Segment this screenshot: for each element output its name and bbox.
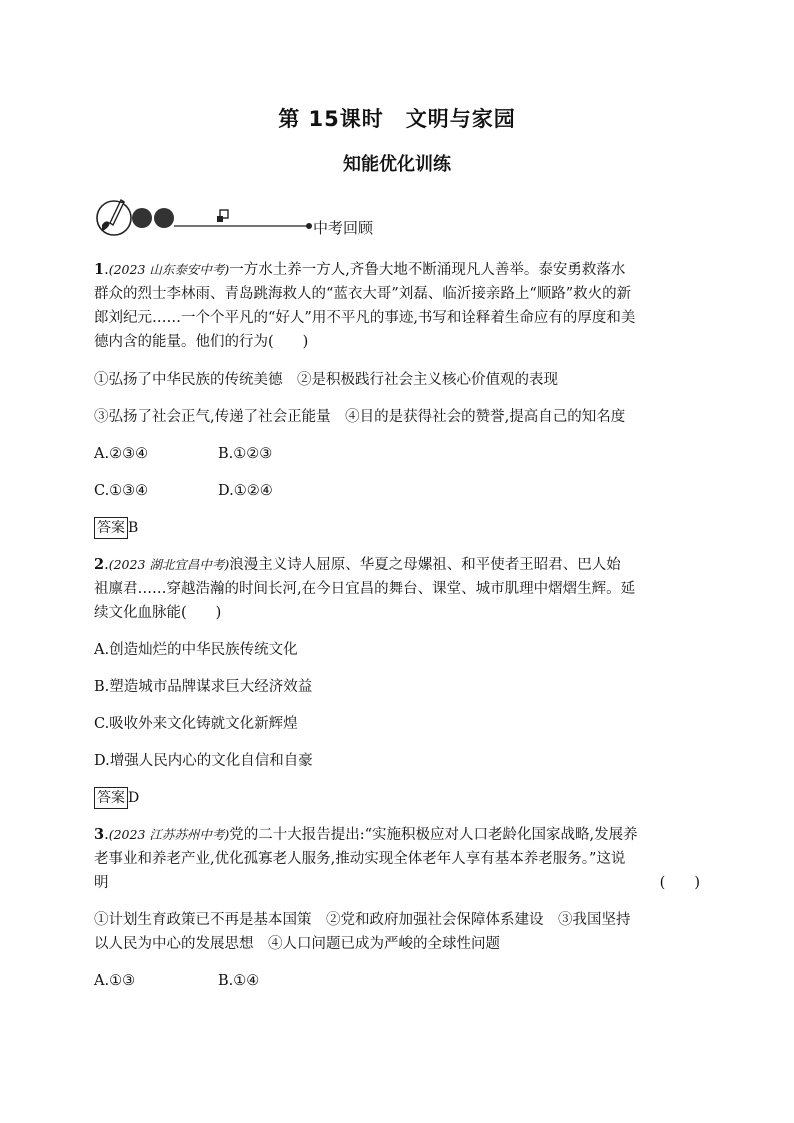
page-title [0, 103, 794, 133]
question-stem-line: 祖廪君……穿越浩瀚的时间长河,在今日宜昌的舞台、课堂、城市肌理中熠熠生辉。延 [94, 581, 636, 597]
question-stem-line: 续文化血脉能( ) [94, 605, 222, 621]
question-stem-line: 明 ( ) [94, 871, 700, 895]
question-stem: 2.(2023 湖北宜昌中考)浪漫主义诗人屈原、华夏之母嫘祖、和平使者王昭君、巴人始 [94, 556, 621, 573]
option-c: C.吸收外来文化铸就文化新辉煌 [94, 716, 298, 732]
option-a: A.创造灿烂的中华民族传统文化 [94, 642, 298, 658]
question-source: (2023 江苏苏州中考) [108, 827, 230, 842]
option-row [94, 969, 700, 993]
question-number: 1 [94, 261, 105, 278]
statement-line: ③弘扬了社会正气,传递了社会正能量 ④目的是获得社会的赞誉,提高自己的知名度 [94, 409, 626, 425]
question-stem-line: 群众的烈士李林雨、青岛跳海救人的“蓝衣大哥”刘磊、临沂接亲路上“顺路”救火的新 [94, 286, 632, 302]
option-b: B.①②③ [218, 446, 273, 462]
question-stem-line: 德内含的能量。他们的行为( ) [94, 334, 309, 350]
question-1 [94, 258, 700, 540]
answer-row [94, 786, 700, 810]
question-number: 3 [94, 826, 105, 843]
option-a: A.②③④ [94, 446, 149, 462]
question-stem: 1.(2023 山东泰安中考)一方水土养一方人,齐鲁大地不断涌现凡人善举。泰安勇救落水 [94, 261, 626, 278]
lesson-number: 第 15课时 [278, 107, 384, 131]
option-c: C.①③④ [94, 483, 149, 499]
question-number: 2 [94, 556, 105, 573]
question-source: (2023 湖北宜昌中考) [108, 557, 230, 572]
option-a: A.①③ [94, 973, 136, 989]
question-source: (2023 山东泰安中考) [108, 262, 230, 277]
option-row [94, 479, 700, 503]
option-d: D.增强人民内心的文化自信和自豪 [94, 753, 313, 769]
option-b: B.①④ [218, 973, 260, 989]
question-stem-line: 老事业和养老产业,优化孤寡老人服务,推动实现全体老年人享有基本养老服务。”这说 [94, 851, 626, 867]
answer-value: B [128, 520, 139, 536]
section-label: 中考回顾 [313, 219, 374, 237]
question-2 [94, 553, 700, 810]
answer-value: D [128, 790, 140, 806]
question-stem-line: 郎刘纪元……一个个平凡的“好人”用不平凡的事迹,书写和诠释着生命应有的厚度和美 [94, 310, 636, 326]
answer-row [94, 516, 700, 540]
brush-banner-icon [94, 195, 424, 241]
question-3 [94, 823, 700, 993]
lesson-title: 文明与家园 [405, 107, 516, 131]
option-row [94, 442, 700, 466]
questions-area [94, 258, 700, 993]
option-d: D.①②④ [218, 483, 273, 499]
question-stem: 3.(2023 江苏苏州中考)党的二十大报告提出:“实施积极应对人口老龄化国家战略,发展养 [94, 826, 638, 843]
statement-line: 以人民为中心的发展思想 ④人口问题已成为严峻的全球性问题 [94, 936, 500, 952]
answer-label: 答案 [94, 517, 128, 539]
answer-bracket: ( ) [659, 875, 700, 891]
statement-line: ①计划生育政策已不再是基本国策 ②党和政府加强社会保障体系建设 ③我国坚持 [94, 912, 631, 928]
option-b: B.塑造城市品牌谋求巨大经济效益 [94, 679, 313, 695]
statement-line: ①弘扬了中华民族的传统美德 ②是积极践行社会主义核心价值观的表现 [94, 372, 558, 388]
answer-label: 答案 [94, 787, 128, 809]
page-subtitle: 知能优化训练 [343, 154, 451, 175]
section-banner [94, 195, 424, 241]
